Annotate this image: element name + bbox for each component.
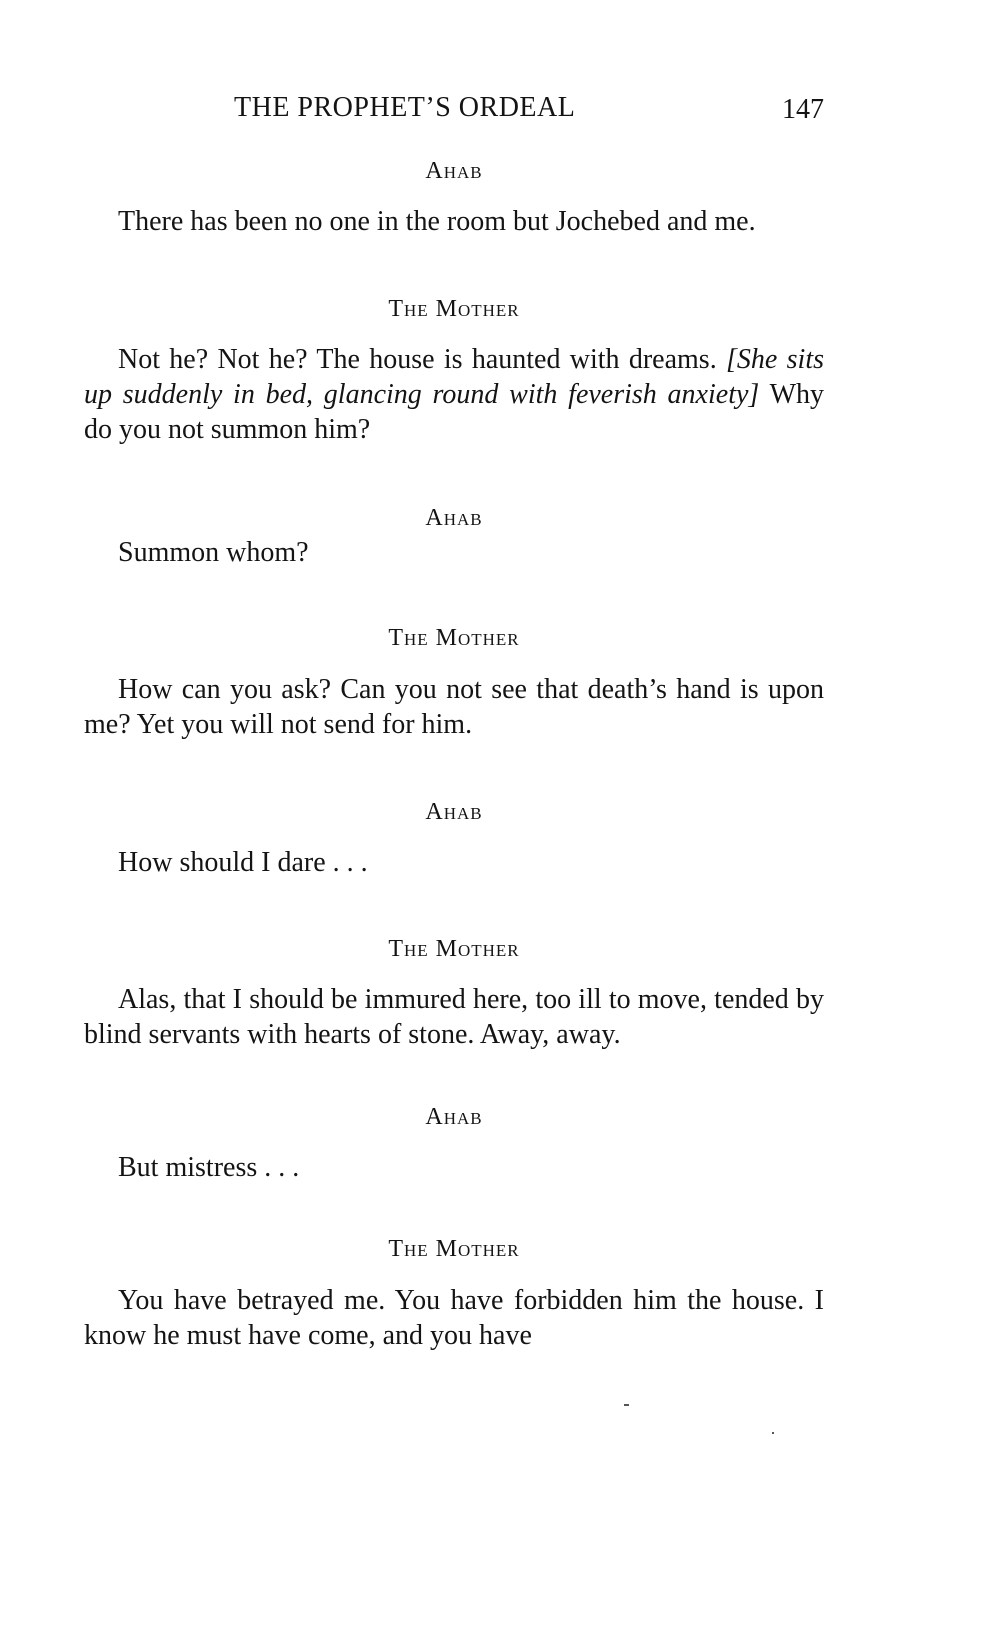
stage-direction: [She sits up suddenly in bed, glancing round with feverish anxiety] — [84, 344, 824, 410]
speech-text: Summon whom? — [118, 537, 309, 568]
speech-text: How can you ask? Can you not see that death’s hand is upon me? Yet you will not send for him. — [84, 674, 824, 740]
speech-text: Alas, that I should be immured here, too ill to move, tended by blind servants with hearts of stone. Away, away. — [84, 984, 824, 1050]
speech-text: There has been no one in the room but Jochebed and me. — [118, 206, 756, 237]
speech-text: But mistress . . . — [118, 1152, 300, 1183]
speaker-name: The Mother — [388, 1236, 520, 1262]
speech-text: You have betrayed me. You have forbidden him the house. I know he must have come, and you have — [84, 1285, 824, 1351]
speaker-name: The Mother — [388, 625, 520, 651]
speaker-name: The Mother — [388, 296, 520, 322]
speaker-name: Ahab — [425, 799, 483, 825]
speech-text-part: Why do you not summon him? — [84, 379, 824, 445]
scan-speck — [772, 1432, 774, 1434]
speaker-name: Ahab — [425, 505, 483, 531]
scan-speck — [624, 1404, 629, 1406]
page-header — [84, 92, 824, 136]
speaker-name: Ahab — [425, 158, 483, 184]
speaker-name: The Mother — [388, 936, 520, 962]
speech-text: How should I dare . . . — [118, 847, 368, 878]
speech-text-part: Not he? Not he? The house is haunted with dreams. — [118, 344, 727, 375]
speaker-name: Ahab — [425, 1104, 483, 1130]
running-title: THE PROPHET’S ORDEAL — [234, 92, 576, 123]
speech-text — [84, 342, 824, 447]
page-number: 147 — [782, 94, 824, 125]
